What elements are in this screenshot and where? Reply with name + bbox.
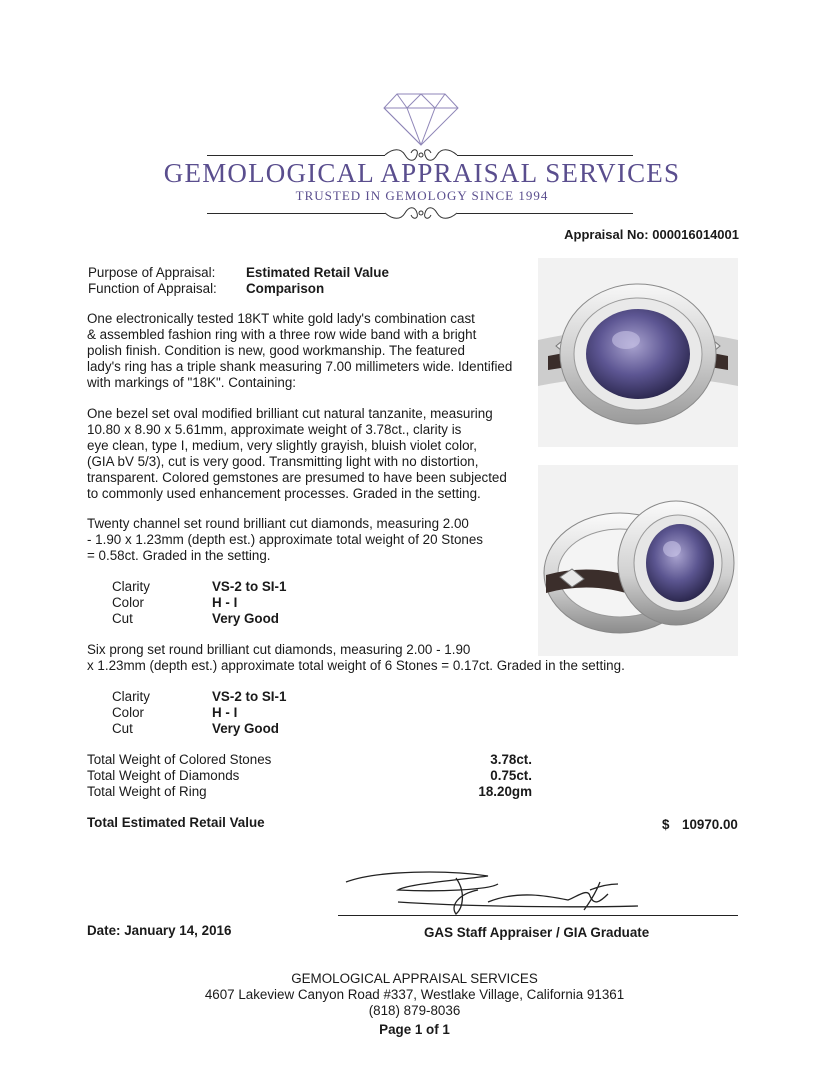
grade-value-cut: Very Good <box>212 611 279 626</box>
grade-label-cut: Cut <box>112 721 133 736</box>
appraisal-number: Appraisal No: 000016014001 <box>564 227 739 242</box>
header-rule-bottom-right <box>457 213 633 214</box>
retail-amount: 10970.00 <box>682 817 738 832</box>
company-tagline: TRUSTED IN GEMOLOGY SINCE 1994 <box>295 188 549 203</box>
prong-diamonds-line: x 1.23mm (depth est.) approximate total weight of 6 Stones = 0.17ct. Graded in the setting. <box>87 658 625 673</box>
function-value: Comparison <box>246 281 325 296</box>
description-line: with markings of "18K". Containing: <box>87 375 296 390</box>
grade-label-cut: Cut <box>112 611 133 626</box>
tanzanite-line: One bezel set oval modified brilliant cut natural tanzanite, measuring <box>87 406 493 421</box>
total-diamonds-label: Total Weight of Diamonds <box>87 768 240 783</box>
channel-diamonds-description <box>87 516 527 564</box>
header-rule-top-left <box>207 155 385 156</box>
total-colored-stones-value: 3.78ct. <box>490 752 532 767</box>
purpose-value: Estimated Retail Value <box>246 265 389 280</box>
retail-currency: $ <box>662 817 670 832</box>
flourish-bottom-icon <box>383 204 459 222</box>
signature-line <box>338 915 738 916</box>
tanzanite-line: to commonly used enhancement processes. Graded in the setting. <box>87 486 481 501</box>
grade-label-clarity: Clarity <box>112 579 150 594</box>
header-rule-bottom-left <box>207 213 385 214</box>
tanzanite-line: 10.80 x 8.90 x 5.61mm, approximate weight of 3.78ct., clarity is <box>87 422 462 437</box>
ring-photo-angle <box>538 465 738 656</box>
grade-label-clarity: Clarity <box>112 689 150 704</box>
appraiser-title: GAS Staff Appraiser / GIA Graduate <box>424 925 650 940</box>
channel-diamonds-line: = 0.58ct. Graded in the setting. <box>87 548 271 563</box>
description-line: & assembled fashion ring with a three row wide band with a bright <box>87 327 477 342</box>
tanzanite-description <box>87 406 527 502</box>
total-ring-weight-value: 18.20gm <box>478 784 532 799</box>
company-name: GEMOLOGICAL APPRAISAL SERVICES <box>163 158 681 188</box>
grade-value-color: H - I <box>212 595 238 610</box>
grade-label-color: Color <box>112 705 144 720</box>
grade-value-color: H - I <box>212 705 238 720</box>
tanzanite-line: (GIA bV 5/3), cut is very good. Transmitting light with no distortion, <box>87 454 479 469</box>
retail-value-label: Total Estimated Retail Value <box>87 815 265 830</box>
diamond-logo-icon <box>383 92 459 146</box>
footer-address: 4607 Lakeview Canyon Road #337, Westlake Village, California 91361 <box>204 987 625 1002</box>
total-diamonds-value: 0.75ct. <box>490 768 532 783</box>
header-rule-top-right <box>457 155 633 156</box>
footer-phone: (818) 879-8036 <box>368 1003 461 1018</box>
page-number: Page 1 of 1 <box>379 1022 450 1037</box>
ring-photo-front <box>538 258 738 447</box>
grade-value-clarity: VS-2 to SI-1 <box>212 579 287 594</box>
description-line: lady's ring has a triple shank measuring 7.00 millimeters wide. Identified <box>87 359 513 374</box>
purpose-label: Purpose of Appraisal: <box>88 265 216 280</box>
grade-value-cut: Very Good <box>212 721 279 736</box>
tanzanite-line: transparent. Colored gemstones are presumed to have been subjected <box>87 470 507 485</box>
function-label: Function of Appraisal: <box>88 281 217 296</box>
description-line: One electronically tested 18KT white gold lady's combination cast <box>87 311 475 326</box>
appraisal-date: Date: January 14, 2016 <box>87 923 232 938</box>
channel-diamonds-line: Twenty channel set round brilliant cut diamonds, measuring 2.00 <box>87 516 469 531</box>
description-line: polish finish. Condition is new, good workmanship. The featured <box>87 343 465 358</box>
grade-value-clarity: VS-2 to SI-1 <box>212 689 287 704</box>
grade-label-color: Color <box>112 595 144 610</box>
footer-company: GEMOLOGICAL APPRAISAL SERVICES <box>291 971 538 986</box>
prong-diamonds-line: Six prong set round brilliant cut diamonds, measuring 2.00 - 1.90 <box>87 642 471 657</box>
channel-diamonds-line: - 1.90 x 1.23mm (depth est.) approximate total weight of 20 Stones <box>87 532 483 547</box>
total-colored-stones-label: Total Weight of Colored Stones <box>87 752 272 767</box>
total-ring-weight-label: Total Weight of Ring <box>87 784 207 799</box>
tanzanite-line: eye clean, type I, medium, very slightly grayish, bluish violet color, <box>87 438 477 453</box>
ring-description <box>87 311 532 391</box>
